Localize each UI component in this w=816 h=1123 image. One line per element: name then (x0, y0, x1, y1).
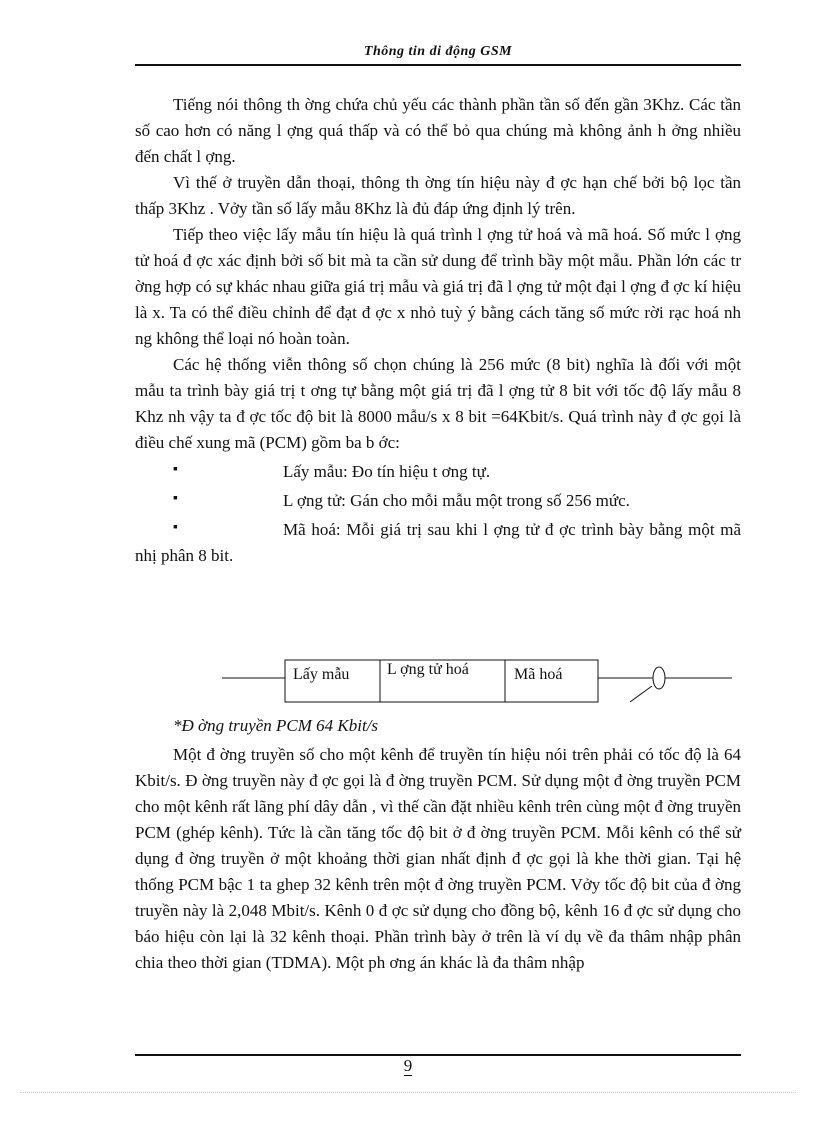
paragraph: Một đ ờng truyền số cho một kênh để truyền tín hiệu nói trên phải có tốc độ là 64 Kbit/s. Đ ờng truyền này đ ợc gọi là đ ờng truyền PCM. Sử dụng một đ ờng truyền PCM cho một kênh rất lãng phí dây dẫn , vì thế cần đặt nhiều kênh trên cùng một đ ờng truyền PCM (ghép kênh). Tức là cần tăng tốc độ bit ở đ ờng truyền PCM. Mỗi kênh có thể sử dụng đ ờng truyền ở một khoảng thời gian nhất định đ ợc gọi là khe thời gian. Tại hệ thống PCM bậc 1 ta ghep 32 kênh trên một đ ờng truyền PCM. Vởy tốc độ bit của đ ờng truyền này là 2,048 Mbit/s. Kênh 0 đ ợc sử dụng cho đồng bộ, kênh 16 đ ợc sử dụng cho báo hiệu còn lại là 32 kênh thoại. Phần trình bày ở trên là ví dụ về đa thâm nhập phân chia theo thời gian (TDMA). Một ph ơng án khác là đa thâm nhập (135, 745, 741, 972)
bullet-text: Mã hoá: Mỗi giá trị sau khi l ợng tử đ ợc trình bày bằng một mã nhị phân 8 bit. (135, 520, 741, 565)
body-text-top (135, 92, 741, 569)
header-rule (135, 64, 741, 66)
bullet-text: L ợng tử: Gán cho mỗi mẫu một trong số 256 mức. (283, 491, 630, 510)
bullet-icon: ▪ (173, 491, 178, 506)
box-quantization-label: L ợng tử hoá (387, 662, 469, 678)
paragraph: Tiếp theo việc lấy mẫu tín hiệu là quá trình l ợng tử hoá và mã hoá. Số mức l ợng tử hoá đ ợc xác định bởi số bit mà ta cần sử dung để trình bầy một mẫu. Phần lớn các tr ờng hợp có sự khác nhau giữa giá trị mẫu và giá trị đã l ợng tử một đại l ợng đ ợc kí hiệu là x. Ta có thể điều chỉnh để đạt đ ợc x nhỏ tuỳ ý bằng cách tăng số mức rời rạc hoá nh ng không thể loại nó hoàn toàn. (135, 225, 741, 348)
paragraph: Các hệ thống viễn thông số chọn chúng là 256 mức (8 bit) nghĩa là đối với một mẫu ta trình bày giá trị t ơng tự bằng một giá trị đã l ợng tử 8 bit với tốc độ lấy mẫu 8 Khz nh vậy ta đ ợc tốc độ bit là 8000 mẫu/s x 8 bit =64Kbit/s. Quá trình này đ ợc gọi là điều chế xung mã (PCM) gồm ba b ớc: (135, 355, 741, 452)
bullet-item (135, 517, 741, 569)
output-node-icon (653, 667, 665, 689)
diagram-caption: *Đ ờng truyền PCM 64 Kbit/s (173, 716, 379, 735)
bullet-icon: ▪ (173, 520, 178, 535)
page-header-title: Thông tin di động GSM (363, 44, 513, 59)
page-number (0, 1056, 816, 1076)
page-bottom-border (20, 1092, 796, 1093)
paragraph: Vì thế ở truyền dẫn thoại, thông th ờng tín hiệu này đ ợc hạn chế bởi bộ lọc tần thấp 3Khz . Vởy tần số lấy mẫu 8Khz là đủ đáp ứng định lý trên. (135, 173, 741, 218)
body-text-bottom (135, 742, 741, 976)
bullet-icon: ▪ (173, 462, 178, 477)
bullet-text: Lấy mẫu: Đo tín hiệu t ơng tự. (283, 462, 491, 481)
paragraph: Tiếng nói thông th ờng chứa chủ yếu các thành phần tần số đến gần 3Khz. Các tần số cao hơn có năng l ợng quá thấp và có thể bỏ qua chúng mà không ảnh h ởng nhiều đến chất l ợng. (135, 95, 741, 166)
box-sampling-label: Lấy mẫu (293, 666, 350, 683)
bullet-item (135, 459, 741, 488)
output-pointer-line (630, 686, 652, 702)
bullet-item (135, 488, 741, 517)
pcm-block-diagram (222, 658, 732, 708)
box-encoding-label: Mã hoá (514, 666, 563, 683)
page-number-value: 9 (403, 1056, 413, 1075)
